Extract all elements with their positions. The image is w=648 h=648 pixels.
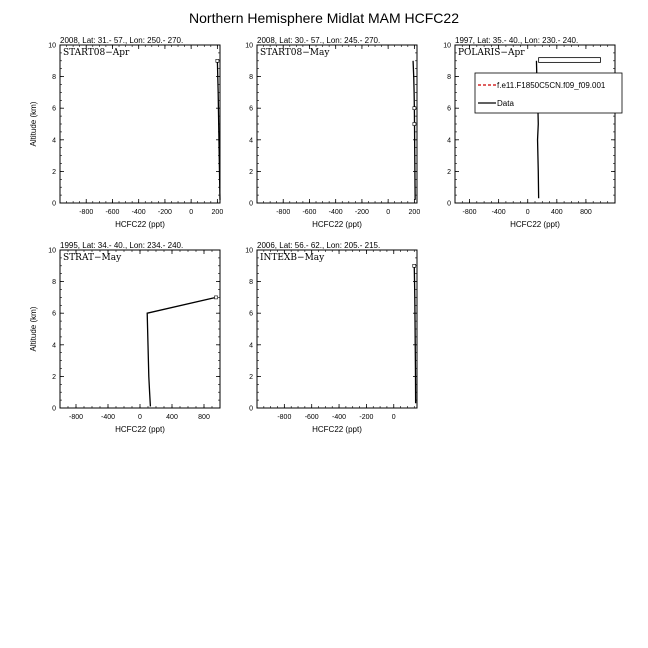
data-marker (215, 296, 218, 299)
x-tick-label: -600 (302, 209, 317, 216)
x-tick-label: -800 (276, 209, 291, 216)
y-tick-label: 2 (52, 168, 56, 176)
y-axis-label: Altitude (km) (29, 306, 38, 352)
x-tick-label: -400 (131, 209, 146, 216)
y-tick-label: 6 (447, 105, 451, 113)
chart-panel-1 (29, 36, 223, 229)
x-tick-label: 200 (211, 209, 224, 216)
range-box (539, 58, 601, 63)
x-tick-label: -800 (277, 414, 292, 421)
legend-label: f.e11.F1850C5CN.f09_f09.001 (497, 81, 606, 90)
y-tick-label: 10 (245, 42, 253, 50)
chart-panel-5 (245, 241, 417, 434)
y-tick-label: 2 (249, 373, 253, 381)
panel-header: 2008, Lat: 30.- 57., Lon: 245.- 270. (257, 36, 381, 45)
legend-label: Data (497, 99, 514, 108)
y-tick-label: 0 (249, 200, 253, 208)
plot-frame (60, 250, 220, 408)
x-axis-label: HCFC22 (ppt) (312, 220, 362, 229)
y-tick-label: 8 (447, 74, 451, 82)
x-tick-label: -200 (359, 414, 374, 421)
series-line-data (414, 266, 415, 403)
page-title: Northern Hemisphere Midlat MAM HCFC22 (189, 10, 459, 26)
plot-frame (60, 45, 220, 203)
chart-panel-3 (443, 36, 622, 229)
data-marker (413, 264, 416, 267)
panel-tag: INTEXB−May (260, 253, 325, 263)
x-tick-label: -800 (79, 209, 94, 216)
y-tick-label: 8 (52, 279, 56, 287)
panel-header: 2008, Lat: 31.- 57., Lon: 250.- 270. (60, 36, 184, 45)
x-axis-label: HCFC22 (ppt) (510, 220, 560, 229)
x-tick-label: -400 (100, 414, 116, 421)
x-tick-label: -800 (462, 209, 477, 216)
panel-header: 1995, Lat: 34.- 40., Lon: 234.- 240. (60, 241, 184, 250)
y-tick-label: 6 (249, 105, 253, 113)
x-tick-label: 200 (408, 209, 421, 216)
y-tick-label: 8 (249, 74, 253, 82)
y-tick-label: 4 (52, 137, 56, 145)
x-tick-label: 400 (166, 414, 178, 421)
panel-header: 1997, Lat: 35.- 40., Lon: 230.- 240. (455, 36, 579, 45)
x-tick-label: 0 (386, 209, 391, 216)
x-tick-label: -400 (328, 209, 343, 216)
x-tick-label: 0 (525, 209, 530, 216)
x-tick-label: -200 (354, 209, 369, 216)
x-tick-label: -400 (332, 414, 347, 421)
y-tick-label: 8 (249, 279, 253, 287)
x-tick-label: -200 (157, 209, 172, 216)
plot-frame (257, 250, 417, 408)
legend (475, 73, 622, 113)
x-tick-label: -600 (304, 414, 319, 421)
x-tick-label: 0 (138, 414, 142, 421)
panel-header: 2006, Lat: 56.- 62., Lon: 205.- 215. (257, 241, 381, 250)
y-tick-label: 0 (447, 200, 451, 208)
panel-tag: START08−Apr (63, 48, 130, 58)
x-axis-label: HCFC22 (ppt) (115, 425, 165, 434)
x-tick-label: 0 (391, 414, 396, 421)
x-axis-label: HCFC22 (ppt) (312, 425, 362, 434)
y-tick-label: 2 (447, 168, 451, 176)
panel-tag: STRAT−May (63, 253, 122, 263)
data-marker (216, 59, 219, 62)
panel-tag: START08−May (260, 48, 330, 58)
y-tick-label: 10 (245, 247, 253, 255)
x-tick-label: 0 (189, 209, 194, 216)
data-marker (413, 107, 416, 110)
y-tick-label: 0 (52, 200, 56, 208)
y-tick-label: 10 (48, 42, 56, 50)
chart-panel-2 (245, 36, 420, 229)
y-tick-label: 0 (249, 405, 253, 413)
y-axis-label: Altitude (km) (29, 101, 38, 147)
y-tick-label: 10 (443, 42, 451, 50)
data-marker (413, 123, 416, 126)
y-tick-label: 4 (249, 342, 253, 350)
y-tick-label: 2 (52, 373, 56, 381)
y-tick-label: 2 (249, 168, 253, 176)
x-tick-label: -400 (491, 209, 506, 216)
plot-frame (257, 45, 417, 203)
x-tick-label: -800 (68, 414, 84, 421)
chart-panel-4 (29, 241, 220, 434)
x-tick-label: -600 (105, 209, 120, 216)
x-axis-label: HCFC22 (ppt) (115, 220, 165, 229)
x-tick-label: 400 (550, 209, 563, 216)
y-tick-label: 6 (52, 310, 56, 318)
y-tick-label: 4 (52, 342, 56, 350)
panel-tag: POLARIS−Apr (458, 48, 525, 58)
y-tick-label: 4 (249, 137, 253, 145)
y-tick-label: 6 (249, 310, 253, 318)
x-tick-label: 800 (198, 414, 210, 421)
x-tick-label: 800 (580, 209, 592, 216)
y-tick-label: 0 (52, 405, 56, 413)
y-tick-label: 6 (52, 105, 56, 113)
y-tick-label: 4 (447, 137, 451, 145)
series-line-data (413, 61, 415, 200)
y-tick-label: 8 (52, 74, 56, 82)
plot-frame (455, 45, 615, 203)
y-tick-label: 10 (48, 247, 56, 255)
series-line-data (147, 297, 216, 406)
